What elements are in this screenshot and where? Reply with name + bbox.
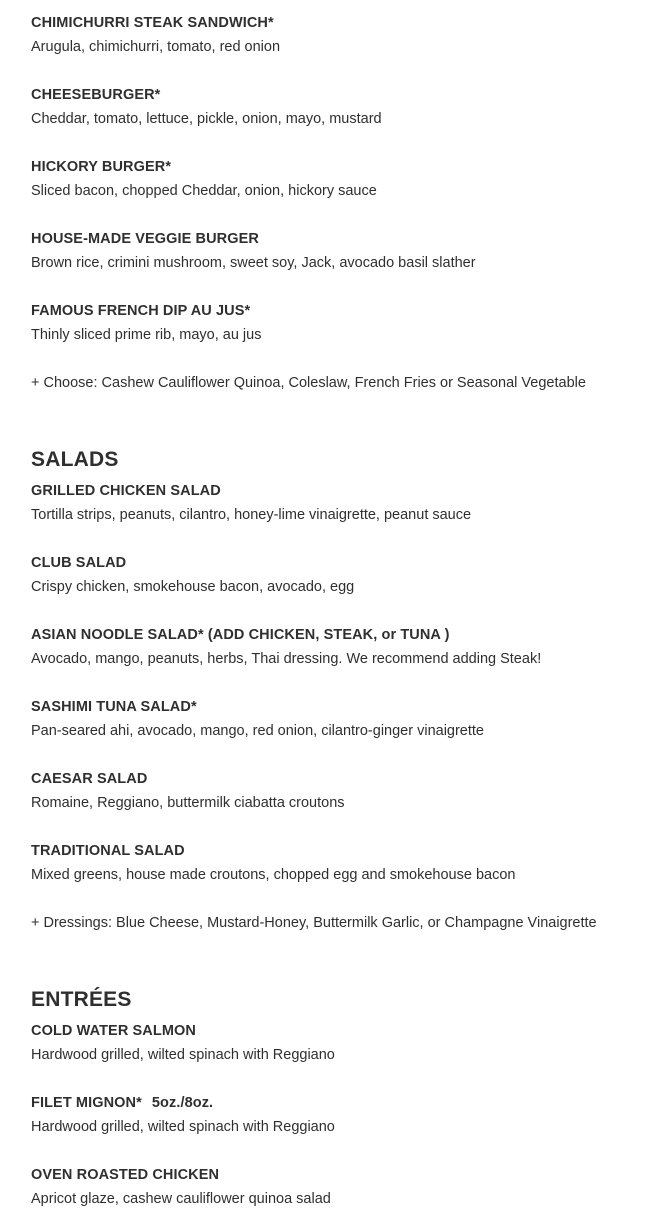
menu-item <box>31 553 354 597</box>
menu-item-name: FAMOUS FRENCH DIP AU JUS* <box>31 303 251 319</box>
menu-item <box>31 85 382 129</box>
menu-item <box>31 625 541 669</box>
menu-item <box>31 841 515 885</box>
menu-item-name: ASIAN NOODLE SALAD* (ADD CHICKEN, STEAK, or TUNA ) <box>31 627 450 643</box>
menu-item-description: Sliced bacon, chopped Cheddar, onion, hickory sauce <box>31 183 377 199</box>
menu-item <box>31 157 377 201</box>
menu-item <box>31 301 261 345</box>
menu-item-name: COLD WATER SALMON <box>31 1023 196 1039</box>
menu-item-name: GRILLED CHICKEN SALAD <box>31 483 221 499</box>
menu-item <box>31 1021 335 1065</box>
menu-item-price: 5oz./8oz. <box>151 1095 214 1111</box>
menu-item <box>31 481 471 525</box>
menu-item-description: Pan-seared ahi, avocado, mango, red onion, cilantro-ginger vinaigrette <box>31 723 484 739</box>
menu-item-description: Hardwood grilled, wilted spinach with Reggiano <box>31 1119 335 1135</box>
menu-item-description: Avocado, mango, peanuts, herbs, Thai dressing. We recommend adding Steak! <box>31 651 542 667</box>
menu-item-name: CLUB SALAD <box>31 555 127 571</box>
menu-item-name: FILET MIGNON* <box>31 1095 142 1111</box>
menu-item-name: SASHIMI TUNA SALAD* <box>31 699 197 715</box>
menu-item-name: CHEESEBURGER* <box>31 87 161 103</box>
menu-item-description: Arugula, chimichurri, tomato, red onion <box>31 39 281 55</box>
menu-item <box>31 769 345 813</box>
section-title-salads: SALADS <box>31 448 119 471</box>
menu-item <box>31 697 484 741</box>
menu-item-name: HOUSE-MADE VEGGIE BURGER <box>31 231 259 247</box>
menu-item-description: Brown rice, crimini mushroom, sweet soy, Jack, avocado basil slather <box>31 255 476 271</box>
menu-item-name: CAESAR SALAD <box>31 771 148 787</box>
menu-item <box>31 229 476 273</box>
section-title-entrees: ENTRÉES <box>31 988 132 1011</box>
menu-item-name: OVEN ROASTED CHICKEN <box>31 1167 220 1183</box>
menu-item-name: CHIMICHURRI STEAK SANDWICH* <box>31 15 274 31</box>
menu-item <box>31 1093 335 1137</box>
menu-item <box>31 13 280 57</box>
menu-item <box>31 1165 331 1209</box>
menu-item-description: Hardwood grilled, wilted spinach with Reggiano <box>31 1047 335 1063</box>
dressings-note: + Dressings: Blue Cheese, Mustard-Honey, Buttermilk Garlic, or Champagne Vinaigrette <box>31 915 597 931</box>
menu-item-description: Romaine, Reggiano, buttermilk ciabatta croutons <box>31 795 345 811</box>
menu-item-name-row <box>31 1093 335 1113</box>
sides-note: + Choose: Cashew Cauliflower Quinoa, Coleslaw, French Fries or Seasonal Vegetable <box>31 375 586 391</box>
menu-item-description: Thinly sliced prime rib, mayo, au jus <box>31 327 262 343</box>
menu-item-description: Tortilla strips, peanuts, cilantro, honey-lime vinaigrette, peanut sauce <box>31 507 472 523</box>
menu-item-description: Apricot glaze, cashew cauliflower quinoa salad <box>31 1191 331 1207</box>
menu-item-name: HICKORY BURGER* <box>31 159 172 175</box>
menu-item-description: Mixed greens, house made croutons, chopped egg and smokehouse bacon <box>31 867 516 883</box>
menu-item-name: TRADITIONAL SALAD <box>31 843 185 859</box>
menu-item-description: Crispy chicken, smokehouse bacon, avocado, egg <box>31 579 355 595</box>
menu-item-description: Cheddar, tomato, lettuce, pickle, onion, mayo, mustard <box>31 111 382 127</box>
